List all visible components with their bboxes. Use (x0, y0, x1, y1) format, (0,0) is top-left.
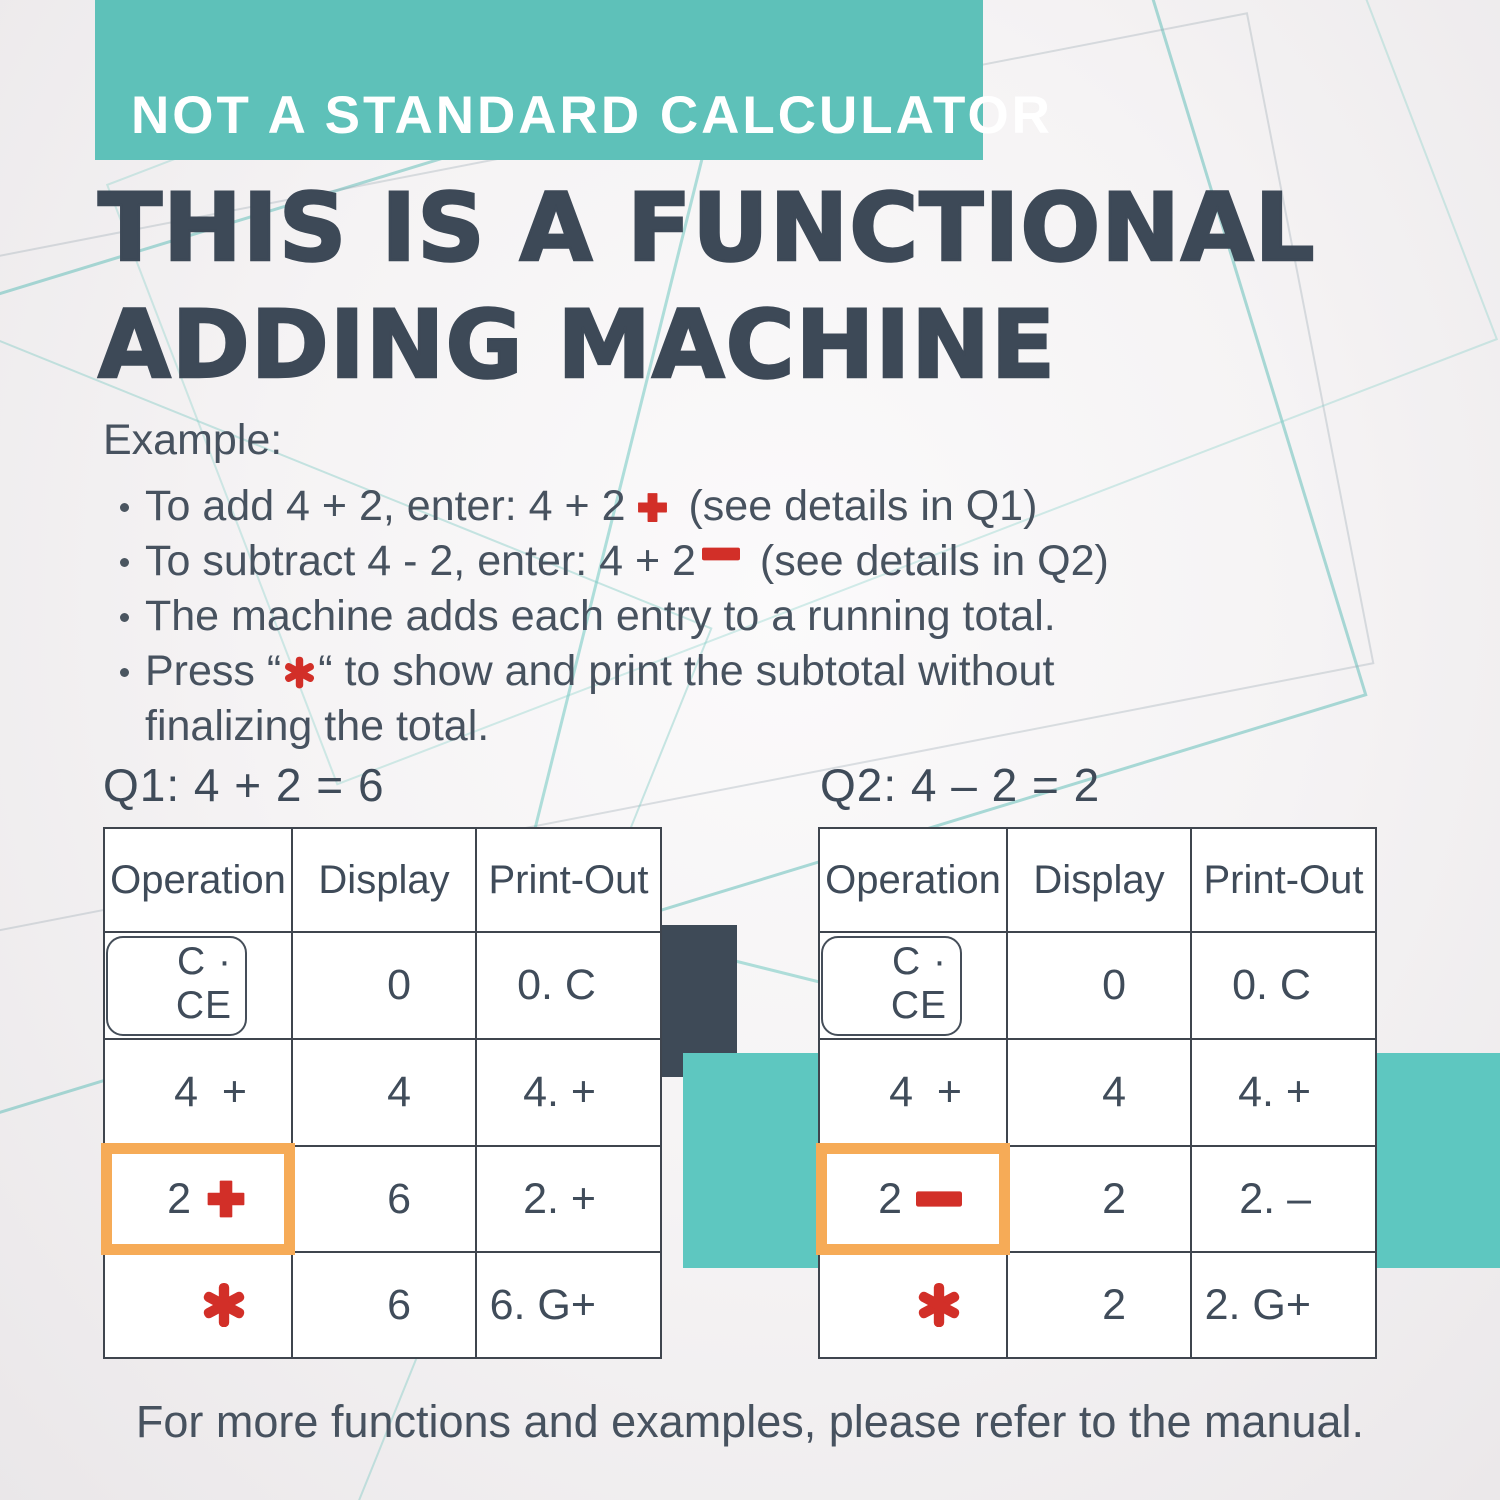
display-value: 2 (1007, 1146, 1191, 1252)
column-header-operation: Operation (819, 828, 1007, 932)
display-value: 4 (292, 1039, 476, 1146)
example-section (103, 416, 1109, 754)
display-value: 4 (1007, 1039, 1191, 1146)
subtotal-asterisk-icon (283, 656, 316, 689)
table-row (104, 1146, 661, 1252)
bullet-text: The machine adds each entry to a running total. (145, 592, 1056, 640)
bullet-text: To subtract 4 - 2, enter: 4 + 2 (145, 537, 696, 585)
page-title (98, 170, 1316, 404)
printout-value: 0. C (1191, 932, 1376, 1039)
display-value: 2 (1007, 1252, 1191, 1358)
bullet-text: (see details in Q2) (747, 537, 1109, 585)
bullet-dot (120, 613, 129, 622)
printout-value: 4. + (1191, 1039, 1376, 1146)
table-row (104, 1039, 661, 1146)
operation-value: 2 (167, 1174, 191, 1223)
list-item (103, 644, 1109, 699)
operation-value: 4 + (889, 1068, 962, 1116)
list-item (103, 479, 1109, 534)
q1-caption: Q1: 4 + 2 = 6 (103, 759, 385, 811)
printout-value: 2. + (476, 1146, 661, 1252)
operation-value: 2 (878, 1174, 902, 1223)
q2-table (818, 827, 1377, 1359)
printout-value: 4. + (476, 1039, 661, 1146)
column-header-printout: Print-Out (1191, 828, 1376, 932)
column-header-display: Display (292, 828, 476, 932)
subtotal-asterisk-icon (201, 1282, 247, 1328)
q1-table (103, 827, 662, 1359)
display-value: 6 (292, 1146, 476, 1252)
table-header-row (104, 828, 661, 932)
q1-table-section (103, 827, 662, 1359)
table-header-row (819, 828, 1376, 932)
printout-value: 0. C (476, 932, 661, 1039)
display-value: 0 (1007, 932, 1191, 1039)
footer-note: For more functions and examples, please refer to the manual. (135, 1396, 1365, 1447)
printout-value: 6. G+ (476, 1252, 661, 1358)
bullet-text: “ to show and print the subtotal without (318, 647, 1055, 695)
table-row (104, 1252, 661, 1358)
printout-value: 2. – (1191, 1146, 1376, 1252)
minus-icon (916, 1191, 962, 1207)
top-banner (95, 0, 1053, 160)
printout-value: 2. G+ (1191, 1252, 1376, 1358)
example-title: Example: (103, 416, 283, 464)
table-row (819, 1146, 1376, 1252)
subtotal-asterisk-icon (916, 1282, 962, 1328)
bullet-dot (120, 503, 129, 512)
minus-icon (702, 547, 740, 561)
bullet-text: To add 4 + 2, enter: 4 + 2 (145, 482, 626, 530)
operation-value: 4 + (174, 1068, 247, 1116)
display-value: 6 (292, 1252, 476, 1358)
table-row (104, 932, 661, 1039)
column-header-printout: Print-Out (476, 828, 661, 932)
plus-icon (636, 491, 669, 524)
q2-caption: Q2: 4 – 2 = 2 (820, 759, 1101, 811)
page-title-line2: ADDING MACHINE (98, 291, 1057, 400)
bullet-text: Press “ (145, 647, 282, 695)
bullet-dot (120, 668, 129, 677)
banner-label: NOT A STANDARD CALCULATOR (131, 86, 1053, 145)
plus-icon (205, 1178, 247, 1220)
display-value: 0 (292, 932, 476, 1039)
clear-key-label: C · CE (106, 936, 247, 1036)
list-item (103, 534, 1109, 589)
bullet-dot (120, 558, 129, 567)
page-title-line1: THIS IS A FUNCTIONAL (98, 174, 1316, 283)
clear-key-label: C · CE (821, 936, 962, 1036)
table-row (819, 932, 1376, 1039)
column-header-display: Display (1007, 828, 1191, 932)
list-item (103, 589, 1109, 644)
table-row (819, 1252, 1376, 1358)
q2-table-section (818, 827, 1377, 1359)
bullet-text: (see details in Q1) (676, 482, 1038, 530)
bullet-text-continuation: finalizing the total. (145, 702, 490, 750)
table-row (819, 1039, 1376, 1146)
column-header-operation: Operation (104, 828, 292, 932)
